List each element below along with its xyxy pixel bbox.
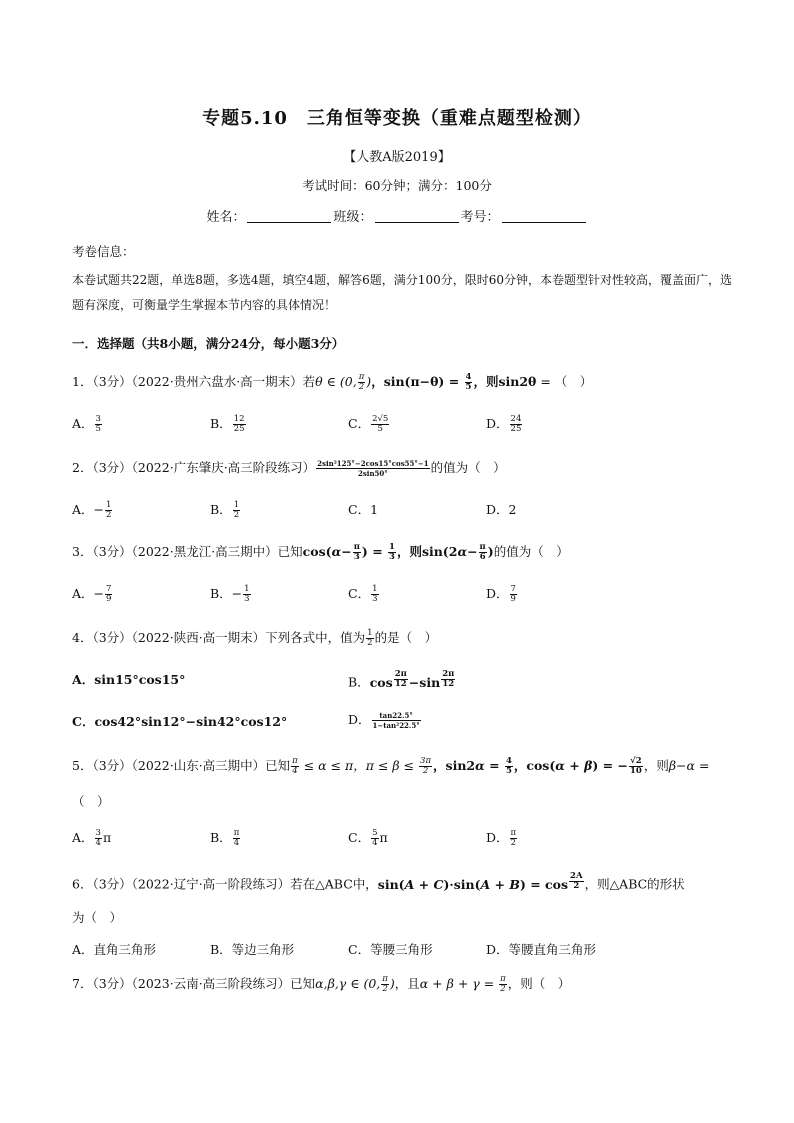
number-label: 考号： xyxy=(460,210,500,225)
formula: cos $^{\frac{2\pi}{12}}$ −sin $^{\frac{2\pi}{12}}$ xyxy=(369,669,455,690)
formula: $\frac{\pi}{2}$ xyxy=(510,828,517,848)
option-label: A．− xyxy=(72,502,105,517)
option-b[interactable]: B．等边三角形 xyxy=(210,942,295,957)
option-label: A． xyxy=(72,416,94,431)
formula: $\frac{\pi}{4}$ ≤ α ≤ π，π ≤ β ≤ $\frac{3\pi}{2}$ xyxy=(292,756,432,776)
option-b[interactable] xyxy=(210,500,241,520)
question-7-end: ，则（ ） xyxy=(507,976,571,991)
question-5-text: 5．（3分）（2022·山东·高三期中）已知 xyxy=(72,758,291,773)
formula: $\frac{12}{25}$ xyxy=(233,414,245,434)
question-6 xyxy=(72,872,685,893)
question-3-text: 3．（3分）（2022·黑龙江·高三期中）已知 xyxy=(72,544,303,559)
formula xyxy=(316,459,429,478)
info-text: 本卷试题共22题，单选8题，多选4题，填空4题，解答6题，满分100分，限时60分钟，本卷题型针对性较高，覆盖面广，选题有深度，可衡量学生掌握本节内容的具体情况！ xyxy=(72,273,732,312)
question-6-text: 6．（3分）（2022·辽宁·高一阶段练习）若在△ABC中， xyxy=(72,876,378,892)
formula: $\frac{1}{2}$ xyxy=(233,500,240,520)
option-label: C． xyxy=(348,586,371,601)
class-field[interactable] xyxy=(375,210,459,223)
formula: $\frac{7}{9}$ xyxy=(510,584,516,604)
option-label: D． xyxy=(486,830,509,845)
formula: $\frac{2√5}{5}$ xyxy=(372,414,389,434)
option-label: D． xyxy=(486,586,509,601)
number-field[interactable] xyxy=(502,210,586,223)
formula: $\frac{1}{2}$ xyxy=(106,500,112,520)
formula: α,β,γ ∈ (0, $\frac{\pi}{2}$ ) xyxy=(315,974,395,994)
option-c[interactable]: C．等腰三角形 xyxy=(348,942,433,957)
class-label: 班级： xyxy=(333,210,373,225)
option-label: B． xyxy=(348,674,370,690)
formula: ，sin2α = $\frac{4}{5}$ ，cos(α + β) = − $\frac{√2}{10}$ xyxy=(433,756,642,776)
option-b[interactable] xyxy=(210,414,247,434)
formula: $\frac{\pi}{4}$ xyxy=(233,828,240,848)
info-label: 考卷信息： xyxy=(72,244,135,259)
question-5: 5．（3分）（2022·山东·高三期中）已知 $\frac{\pi}{4}$ ≤ α ≤ π，π ≤ β ≤ $\frac{3\pi}{2}$ ，sin2α = $\frac{4}{5}$ ，cos(α + β) = − $\frac{√2}{10}$ ，则β−α = xyxy=(72,756,710,776)
option-label: C． xyxy=(348,830,371,845)
question-4 xyxy=(72,628,437,648)
name-label: 姓名： xyxy=(206,210,246,225)
question-6-end: ，则△ABC的形状 xyxy=(584,876,685,892)
formula: θ ∈ (0, $\frac{\pi}{2}$ ) xyxy=(315,372,372,392)
option-b[interactable] xyxy=(210,828,241,848)
formula: $\frac{1}{3}$ xyxy=(244,584,250,604)
question-5-line2: （ ） xyxy=(72,794,110,809)
option-label: D． xyxy=(348,712,371,727)
formula: $\frac{5}{4}$ xyxy=(372,828,378,848)
question-2-text: 2．（3分）（2022·广东肇庆·高三阶段练习） xyxy=(72,460,316,475)
formula: $\frac{1}{3}$ xyxy=(372,584,378,604)
question-4-text: 4．（3分）（2022·陕西·高一期末）下列各式中，值为 xyxy=(72,630,366,645)
option-label: D． xyxy=(486,416,509,431)
option-a[interactable]: A．直角三角形 xyxy=(72,942,157,957)
option-label: B． xyxy=(210,830,232,845)
exam-time: 考试时间：60分钟；满分：100分 xyxy=(302,178,492,193)
option-a[interactable] xyxy=(72,414,103,434)
question-4-end: 的是（ ） xyxy=(374,630,438,645)
edition-label: 【人教A版2019】 xyxy=(343,150,451,165)
option-d[interactable]: D．2 xyxy=(486,502,517,517)
numerator: 2sin²125°−2cos15°cos55°−1 xyxy=(317,459,429,468)
option-c[interactable]: C．cos42°sin12°−sin42°cos12° xyxy=(72,714,288,729)
name-field[interactable] xyxy=(247,210,331,223)
option-label: A． xyxy=(72,830,94,845)
option-d[interactable] xyxy=(486,584,518,604)
denominator: 2sin50° xyxy=(357,469,388,478)
question-3-end: 的值为（ ） xyxy=(493,544,569,559)
question-2 xyxy=(72,458,506,478)
question-7-text: 7．（3分）（2023·云南·高三阶段练习）已知 xyxy=(72,976,316,991)
question-1-text: 1．（3分）（2022·贵州六盘水·高一期末）若 xyxy=(72,374,316,389)
question-3 xyxy=(72,542,569,562)
formula: α + β + γ = $\frac{\pi}{2}$ xyxy=(419,974,506,994)
option-a[interactable] xyxy=(72,500,113,520)
option-b[interactable] xyxy=(210,584,252,604)
option-label: A．− xyxy=(72,586,105,601)
question-1: 1．（3分）（2022·贵州六盘水·高一期末）若θ ∈ (0, $\frac{\pi}{2}$ )，sin(π−θ) = $\frac{4}{5}$ ，则sin2θ = （ ） xyxy=(72,372,593,392)
formula: $\frac{3}{4}$ xyxy=(95,828,101,848)
option-c[interactable] xyxy=(348,414,390,434)
section-title: 一．选择题（共8小题，满分24分，每小题3分） xyxy=(72,336,345,351)
student-fields xyxy=(0,206,794,225)
formula: $\frac{\tan 22.5^\circ}{\text{1−tan²22.5°}}$ xyxy=(372,711,420,730)
option-d[interactable] xyxy=(486,828,518,848)
option-d[interactable] xyxy=(348,710,422,730)
option-a[interactable]: A． $\frac{3}{4}$ π xyxy=(72,828,112,848)
option-label: B． xyxy=(210,502,232,517)
option-d[interactable]: D．等腰直角三角形 xyxy=(486,942,597,957)
formula: cos(α− $\frac{\pi}{3}$ ) = $\frac{1}{3}$ ，则sin(2α− $\frac{\pi}{6}$ ) xyxy=(302,542,494,562)
formula: $\frac{24}{25}$ xyxy=(510,414,522,434)
option-a[interactable]: A．sin15°cos15° xyxy=(72,672,186,687)
page-title: 专题5.10 三角恒等变换（重难点题型检测） xyxy=(202,108,592,129)
question-7: 7．（3分）（2023·云南·高三阶段练习）已知α,β,γ ∈ (0, $\frac{\pi}{2}$ )，且α + β + γ = $\frac{\pi}{2}$ ，则（ ） xyxy=(72,974,571,994)
formula: ，sin(π−θ) = $\frac{4}{5}$ ，则sin2θ xyxy=(371,372,537,392)
formula: $\frac{1}{2}$ xyxy=(367,628,373,648)
option-d[interactable] xyxy=(486,414,523,434)
option-label: C． xyxy=(348,416,371,431)
option-label: B．− xyxy=(210,586,243,601)
question-2-end: 的值为（ ） xyxy=(430,460,506,475)
option-a[interactable] xyxy=(72,584,113,604)
option-label: B． xyxy=(210,416,232,431)
option-b[interactable] xyxy=(348,670,456,691)
formula: $\frac{7}{9}$ xyxy=(106,584,112,604)
question-6-line2: 为（ ） xyxy=(72,910,123,925)
option-c[interactable] xyxy=(348,584,380,604)
formula: $\frac{3}{5}$ xyxy=(95,414,101,434)
option-c[interactable]: C． $\frac{5}{4}$ π xyxy=(348,828,388,848)
formula: sin(A + C)·sin(A + B) = cos $^{\frac{2A}{2}}$ xyxy=(377,871,583,892)
option-c[interactable]: C．1 xyxy=(348,502,379,517)
